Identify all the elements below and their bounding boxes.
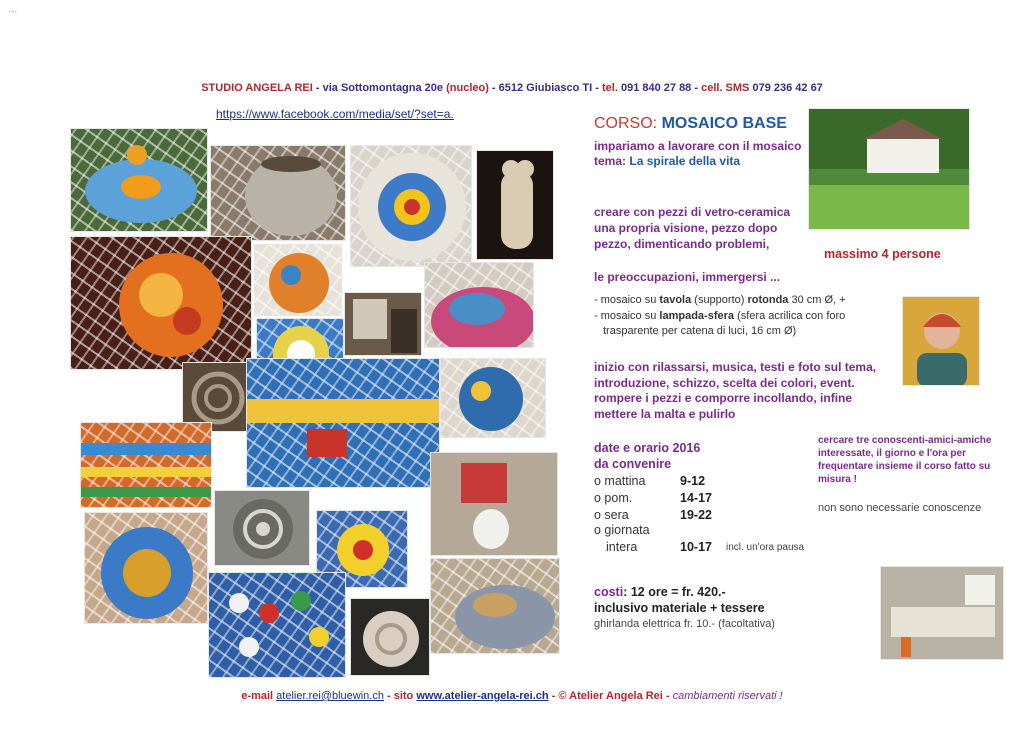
stone-figure-sculpture-photo — [476, 150, 554, 260]
cell-label: cell. SMS — [701, 82, 750, 94]
dates-heading-line1: date e orario 2016 — [594, 441, 701, 455]
tel-number: 091 840 27 88 — [620, 82, 692, 94]
mosaic-round-table-photo — [70, 128, 208, 232]
studio-graphic — [345, 293, 422, 356]
schedule-row[interactable] — [594, 523, 650, 537]
dates-heading — [594, 440, 700, 472]
option-table — [594, 293, 846, 308]
half-sphere-graphic — [85, 513, 208, 624]
option-prefix: - mosaico su — [594, 310, 657, 322]
mosaic-lamp-sphere-photo — [70, 236, 252, 370]
mosaic-flower-plate-photo — [350, 145, 472, 267]
dates-heading-line2: da convenire — [594, 457, 672, 471]
schedule-note: incl. un'ora pausa — [726, 542, 805, 553]
schedule-label: o giornata — [594, 523, 650, 537]
cell-number: 079 236 42 67 — [752, 82, 823, 94]
schedule-row[interactable] — [594, 508, 712, 522]
vase-graphic — [211, 146, 346, 241]
mosaic-glass-vase-photo — [210, 145, 346, 241]
schedule-row[interactable] — [606, 540, 805, 554]
tesserae-graphic — [209, 573, 346, 678]
tema-value: La spirale della vita — [629, 154, 741, 168]
costs-block — [594, 584, 775, 632]
course-label: CORSO: — [594, 115, 658, 132]
garden-graphic — [809, 109, 970, 230]
option-rest: 30 cm Ø, + — [791, 294, 846, 306]
group-note: cercare tre conoscenti-amici-amiche interessate, il giorno e l'ora per frequentare insieme il corso fatto su misura ! — [818, 435, 992, 485]
ammonite-fossil-photo — [214, 490, 310, 566]
site-label: - sito — [387, 690, 414, 702]
email-link[interactable]: atelier.rei@bluewin.ch — [276, 690, 384, 702]
email-label: e-mail — [241, 690, 274, 702]
mosaic-sphere-small-photo — [254, 244, 342, 316]
site-link[interactable]: www.atelier-angela-rei.ch — [416, 690, 549, 702]
option-lamp — [594, 309, 845, 324]
nucleo-note: (nucleo) — [446, 82, 489, 94]
snail-shell-photo — [350, 598, 430, 676]
workshop-hands-photo — [430, 452, 558, 556]
costs-value: : 12 ore = fr. 420.- — [623, 585, 726, 599]
studio-photo — [344, 292, 422, 356]
schedule-label: intera — [606, 540, 638, 554]
small-sphere-graphic — [255, 245, 342, 316]
workshop-graphic — [431, 453, 558, 556]
schedule-time: 10-17 — [680, 540, 712, 554]
ball-blue-graphic — [441, 359, 546, 438]
portrait-angela-photo — [902, 296, 980, 386]
costs-label: costi — [594, 585, 624, 599]
course-intro — [594, 139, 804, 169]
mosaic-dome-photo — [424, 262, 534, 348]
large-sphere-graphic — [247, 359, 440, 488]
course-heading — [594, 115, 787, 133]
garden-house-photo — [808, 108, 970, 230]
portrait-graphic — [903, 297, 980, 386]
no-knowledge-note: non sono necessarie conoscenze — [818, 502, 982, 514]
tel-label: tel. — [601, 82, 618, 94]
city: 6512 Giubiasco TI — [498, 82, 593, 94]
schedule-time: 14-17 — [680, 491, 712, 505]
dome-graphic — [425, 263, 534, 348]
option-rest: (sfera acrilica con foro — [737, 310, 846, 322]
mosaic-ball-blue-photo — [440, 358, 546, 438]
footer-note: cambiamenti riservati ! — [672, 690, 783, 702]
address: via Sottomontagna 20e — [322, 82, 444, 94]
schedule-row[interactable] — [594, 491, 712, 505]
option-bold: tavola — [659, 294, 692, 306]
rainbow-sphere-graphic — [81, 423, 212, 508]
flower-plate-graphic — [351, 146, 472, 267]
footer — [0, 690, 1024, 702]
snail-shell-graphic — [351, 599, 430, 676]
tema-label: tema: — [594, 154, 627, 168]
schedule-row[interactable] — [594, 474, 706, 488]
studio-name: STUDIO ANGELA REI — [201, 82, 313, 94]
option-mid: (supporto) — [694, 294, 745, 306]
schedule-time: 9-12 — [680, 474, 706, 488]
option-bold: lampada-sfera — [659, 310, 735, 322]
max-people: massimo 4 persone — [824, 247, 941, 261]
glass-tesserae-photo — [208, 572, 346, 678]
course-subtitle: impariamo a lavorare con il mosaico — [594, 139, 802, 153]
atelier-interior-photo — [880, 566, 1004, 660]
option-prefix: - mosaico su — [594, 294, 657, 306]
schedule-label: o mattina — [594, 474, 646, 488]
schedule-label: o sera — [594, 508, 629, 522]
round-table-graphic — [71, 129, 208, 232]
mosaic-half-sphere-photo — [84, 512, 208, 624]
ammonite-graphic — [215, 491, 310, 566]
schedule-label: o pom. — [594, 491, 633, 505]
description-text: creare con pezzi di vetro-ceramica una propria visione, pezzo dopo pezzo, dimenticando problemi, — [594, 205, 791, 251]
contact-header: STUDIO ANGELA REI - via Sottomontagna 20e (nucleo) - 6512 Giubiasco TI - tel. 091 840 27 88 - cell. SMS 079 236 42 67 — [201, 82, 823, 94]
pebble-bowl-graphic — [431, 559, 560, 654]
course-program: inizio con rilassarsi, musica, testi e foto sul tema, introduzione, schizzo, scelta dei colori, event. rompere i pezzi e comporre incollando, infine mettere la malta e pulirlo — [594, 360, 877, 421]
lamp-sphere-graphic — [71, 237, 252, 370]
option-bold-2: rotonda — [747, 294, 789, 306]
schedule-time: 19-22 — [680, 508, 712, 522]
costs-included: inclusivo materiale + tessere — [594, 601, 765, 615]
course-title: MOSAICO BASE — [661, 115, 787, 132]
mosaic-pebble-bowl-photo — [430, 558, 560, 654]
copyright: - © Atelier Angela Rei - — [551, 690, 670, 702]
stone-figure-graphic — [477, 151, 554, 260]
description-text-2: le preoccupazioni, immergersi ... — [594, 270, 781, 284]
option-lamp-line2: trasparente per catena di luci, 16 cm Ø) — [603, 325, 797, 337]
facebook-link[interactable]: https://www.facebook.com/media/set/?set=a. — [216, 107, 454, 121]
mosaic-large-sphere-photo — [246, 358, 440, 488]
course-description — [594, 204, 806, 252]
costs-extra: ghirlanda elettrica fr. 10.- (facoltativa) — [594, 618, 775, 630]
scan-marks: ·◦· — [8, 6, 18, 16]
atelier-graphic — [881, 567, 1004, 660]
mosaic-sphere-rainbow-photo — [80, 422, 212, 508]
